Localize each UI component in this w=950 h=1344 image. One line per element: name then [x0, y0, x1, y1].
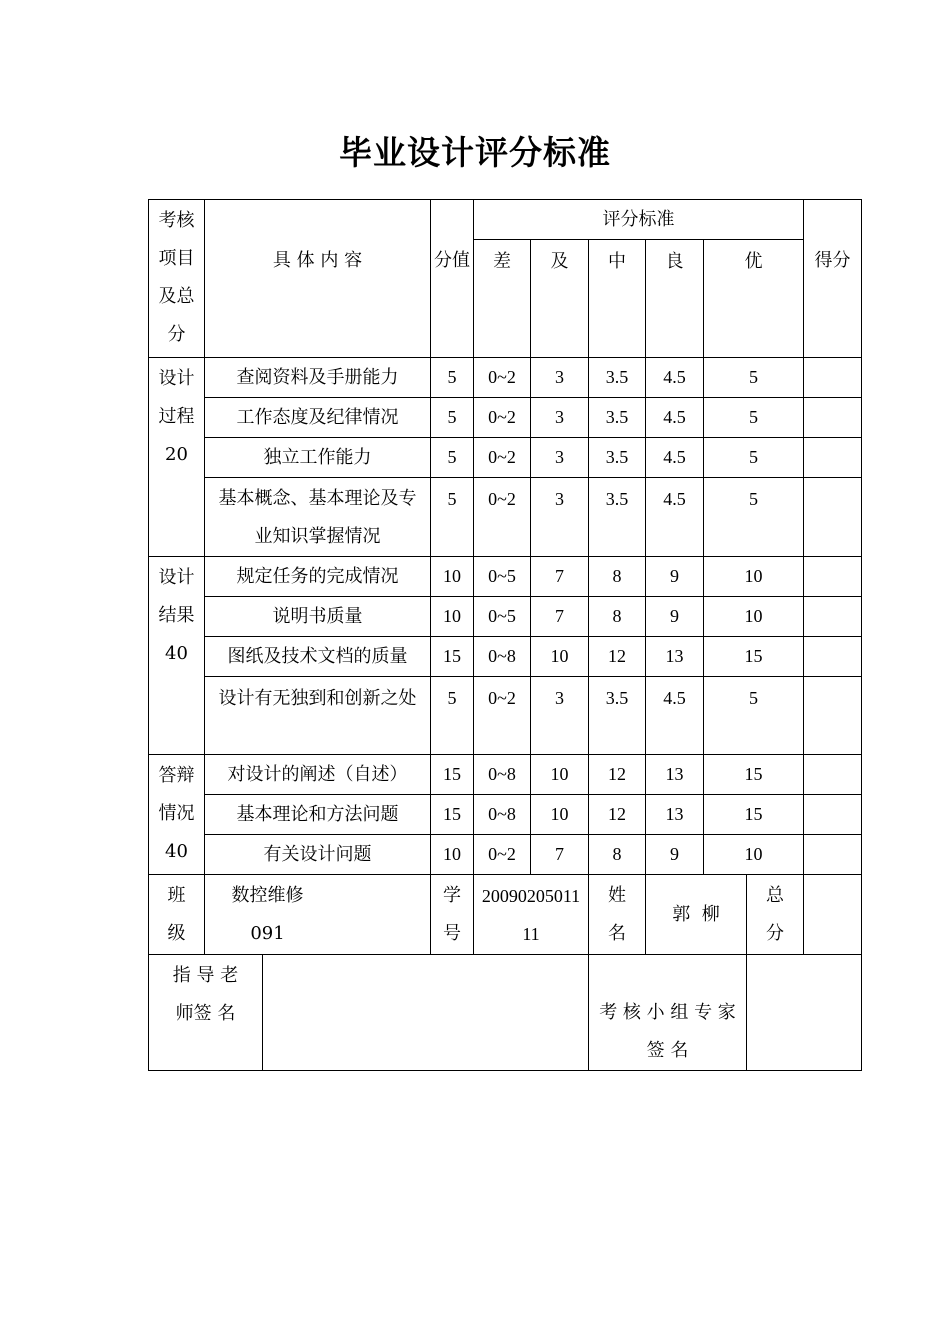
student-id: 2009020501111: [474, 875, 589, 955]
row-content: 图纸及技术文档的质量: [205, 637, 431, 677]
level-value: 5: [704, 358, 804, 398]
name-label: 姓名: [589, 875, 646, 955]
row-content: 独立工作能力: [205, 438, 431, 478]
level-value: 8: [589, 597, 646, 637]
level-value: 0~8: [474, 637, 531, 677]
level-medium: 中: [589, 240, 646, 358]
table-row: [149, 478, 862, 557]
group-label: 答辩情况40: [149, 755, 205, 875]
info-row: [149, 875, 862, 955]
level-pass: 及: [531, 240, 589, 358]
level-poor: 差: [474, 240, 531, 358]
row-content: 对设计的阐述（自述）: [205, 755, 431, 795]
level-value: 12: [589, 637, 646, 677]
row-content: 基本概念、基本理论及专业知识掌握情况: [205, 478, 431, 557]
level-value: 10: [704, 597, 804, 637]
student-name: 郭 柳: [646, 875, 747, 955]
group-label: 设计结果40: [149, 557, 205, 755]
level-value: 9: [646, 835, 704, 875]
level-value: 3.5: [589, 478, 646, 557]
header-standard: 评分标准: [474, 200, 804, 240]
level-value: 13: [646, 795, 704, 835]
level-value: 9: [646, 557, 704, 597]
earned-cell[interactable]: [804, 438, 862, 478]
row-score: 5: [431, 358, 474, 398]
earned-cell[interactable]: [804, 398, 862, 438]
page-title: 毕业设计评分标准: [339, 133, 611, 172]
level-value: 0~2: [474, 358, 531, 398]
level-value: 4.5: [646, 438, 704, 478]
row-score: 15: [431, 795, 474, 835]
panel-signature-field[interactable]: [747, 955, 862, 1071]
header-score: 分值: [431, 200, 474, 358]
row-content: 设计有无独到和创新之处: [205, 677, 431, 755]
table-row: [149, 677, 862, 755]
level-value: 12: [589, 795, 646, 835]
level-value: 10: [704, 835, 804, 875]
total-value[interactable]: [804, 875, 862, 955]
row-score: 15: [431, 755, 474, 795]
level-value: 8: [589, 835, 646, 875]
earned-cell[interactable]: [804, 358, 862, 398]
table-row: [149, 557, 862, 597]
level-good: 良: [646, 240, 704, 358]
signature-row: [149, 955, 862, 1071]
level-value: 5: [704, 677, 804, 755]
level-value: 13: [646, 755, 704, 795]
level-value: 15: [704, 637, 804, 677]
table-row: [149, 637, 862, 677]
row-score: 5: [431, 438, 474, 478]
header-earned: 得分: [804, 200, 862, 358]
header-item: 考核项目及总分: [149, 200, 205, 358]
level-value: 0~2: [474, 677, 531, 755]
level-value: 4.5: [646, 478, 704, 557]
grading-table: [148, 199, 862, 1071]
table-row: [149, 835, 862, 875]
level-value: 4.5: [646, 398, 704, 438]
earned-cell[interactable]: [804, 677, 862, 755]
row-content: 说明书质量: [205, 597, 431, 637]
level-value: 9: [646, 597, 704, 637]
level-value: 3.5: [589, 677, 646, 755]
level-value: 3: [531, 358, 589, 398]
row-content: 基本理论和方法问题: [205, 795, 431, 835]
total-label: 总分: [747, 875, 804, 955]
level-value: 0~8: [474, 795, 531, 835]
level-value: 0~5: [474, 557, 531, 597]
level-value: 15: [704, 795, 804, 835]
earned-cell[interactable]: [804, 637, 862, 677]
row-content: 查阅资料及手册能力: [205, 358, 431, 398]
level-value: 10: [531, 637, 589, 677]
row-score: 5: [431, 398, 474, 438]
level-value: 12: [589, 755, 646, 795]
table-row: [149, 358, 862, 398]
row-score: 5: [431, 677, 474, 755]
id-label: 学号: [431, 875, 474, 955]
earned-cell[interactable]: [804, 755, 862, 795]
row-content: 有关设计问题: [205, 835, 431, 875]
table-row: [149, 795, 862, 835]
table-row: [149, 438, 862, 478]
level-value: 0~2: [474, 835, 531, 875]
teacher-signature-label: 指 导 老 师签 名: [149, 955, 263, 1071]
row-content: 规定任务的完成情况: [205, 557, 431, 597]
level-value: 5: [704, 438, 804, 478]
level-value: 15: [704, 755, 804, 795]
level-value: 3: [531, 438, 589, 478]
panel-signature-label: 考 核 小 组 专 家 签 名: [589, 955, 747, 1071]
row-score: 10: [431, 557, 474, 597]
earned-cell[interactable]: [804, 597, 862, 637]
level-value: 10: [531, 795, 589, 835]
level-value: 10: [531, 755, 589, 795]
table-row: [149, 755, 862, 795]
level-value: 5: [704, 478, 804, 557]
earned-cell[interactable]: [804, 478, 862, 557]
group-label: 设计过程20: [149, 358, 205, 557]
row-score: 5: [431, 478, 474, 557]
row-score: 10: [431, 835, 474, 875]
level-value: 0~2: [474, 398, 531, 438]
level-value: 3.5: [589, 358, 646, 398]
level-value: 4.5: [646, 358, 704, 398]
level-value: 3: [531, 677, 589, 755]
teacher-signature-field[interactable]: [263, 955, 589, 1071]
row-score: 15: [431, 637, 474, 677]
level-value: 7: [531, 597, 589, 637]
level-value: 7: [531, 835, 589, 875]
level-value: 0~5: [474, 597, 531, 637]
earned-cell[interactable]: [804, 795, 862, 835]
row-score: 10: [431, 597, 474, 637]
level-value: 10: [704, 557, 804, 597]
level-value: 4.5: [646, 677, 704, 755]
table-row: [149, 398, 862, 438]
class-label: 班级: [149, 875, 205, 955]
level-excellent: 优: [704, 240, 804, 358]
earned-cell[interactable]: [804, 835, 862, 875]
level-value: 8: [589, 557, 646, 597]
header-content: 具 体 内 容: [205, 200, 431, 358]
earned-cell[interactable]: [804, 557, 862, 597]
level-value: 5: [704, 398, 804, 438]
row-content: 工作态度及纪律情况: [205, 398, 431, 438]
level-value: 3: [531, 478, 589, 557]
level-value: 13: [646, 637, 704, 677]
table-row: [149, 597, 862, 637]
class-value: 数控维修091: [205, 875, 431, 955]
level-value: 3.5: [589, 438, 646, 478]
level-value: 3: [531, 398, 589, 438]
level-value: 0~2: [474, 438, 531, 478]
level-value: 7: [531, 557, 589, 597]
level-value: 0~8: [474, 755, 531, 795]
level-value: 3.5: [589, 398, 646, 438]
level-value: 0~2: [474, 478, 531, 557]
